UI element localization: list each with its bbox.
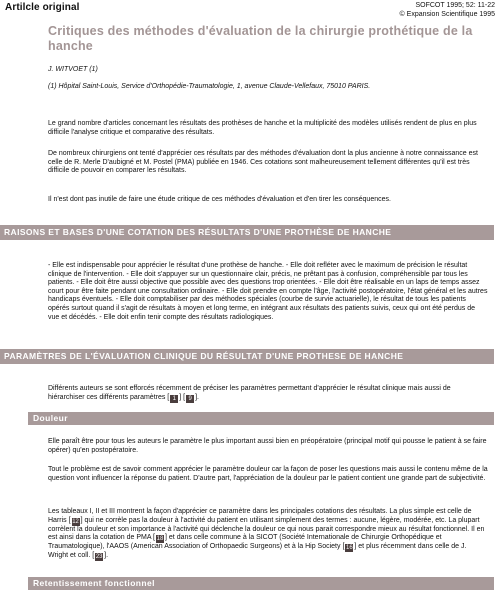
douleur-p3-part-4: ] et plus récemment dans celle de J. Wright et coll. [: [48, 543, 467, 560]
douleur-p3-part-1: Les tableaux I, II et III montrent la façon d'apprécier ce paramètre dans les principales cotations des résultats. La plus simple est celle de Harris [: [48, 508, 472, 524]
intro-paragraph-1: Le grand nombre d'articles concernant les résultats des prothèses de hanche et la multiplicité des modèles utilisés rendent de plus en plus difficile l'analyse critique et comparative des résultats.: [48, 120, 477, 136]
douleur-p3-part-3: ] et dans celle commune à la SICOT (Société Internationale de Chirurgie Orthopédique et Traumatologique), l'AAOS (American Association of Orthopaedic Surgeons) et à la Hip Society [: [48, 534, 442, 551]
douleur-p3-part-2: ] qui ne corrèle pas la douleur à l'activité du patient en utilisant simplement des termes : aucune, légère, modérée, etc. La plupart corrèlent la douleur et son importance à l'activité qui déclenche la douleur ce qui nous parait correspondre mieux au résultat fonctionnel. Il en est ainsi dans la cotation de PMA [: [48, 516, 485, 542]
subsection-heading-douleur: Douleur: [28, 412, 494, 425]
section-heading-raisons: RAISONS ET BASES D'UNE COTATION DES RÉSULTATS D'UNE PROTHÈSE DE HANCHE: [0, 225, 494, 240]
journal-citation: [400, 1, 495, 19]
page-header: [0, 0, 500, 20]
author-affiliation: (1) Hôpital Saint-Louis, Service d'Orthopédie-Traumatologie, 1, avenue Claude-Vellefaux, 75010 PARIS.: [48, 83, 371, 90]
douleur-paragraph-1: Elle paraît être pour tous les auteurs le paramètre le plus important aussi bien en préopératoire (principal motif qui pousse le patient à se faire opérer) qu'en postopératoire.: [48, 438, 487, 454]
article-title: Critiques des méthodes d'évaluation de la chirurgie prothétique de la hanche: [48, 24, 473, 53]
section-parametres-text: [48, 385, 488, 403]
journal-line-2: © Expansion Scientifique 1995: [399, 11, 495, 18]
reference-link-harris[interactable]: 12: [72, 518, 79, 525]
subsection-heading-retentissement: Retentissement fonctionnel: [28, 577, 494, 590]
intro-paragraph-3: Il n'est dont pas inutile de faire une étude critique de ces méthodes d'évaluation et d'en tirer les conséquences.: [48, 196, 391, 203]
douleur-p3-part-5: ].: [104, 552, 109, 560]
reference-link-hip-society[interactable]: 16: [346, 545, 353, 552]
reference-link-wright[interactable]: 23: [95, 554, 103, 561]
section-heading-parametres: PARAMÈTRES DE L'ÉVALUATION CLINIQUE DU RÉSULTAT D'UNE PROTHESE DE HANCHE: [0, 349, 494, 364]
article-author: J. WITVOET (1): [48, 66, 98, 73]
reference-link-1[interactable]: 1: [170, 395, 178, 403]
douleur-paragraph-3: [48, 508, 488, 561]
reference-link-9[interactable]: 9: [186, 395, 194, 403]
section-raisons-text: - Elle est indispensable pour apprécier le résultat d'une prothèse de hanche. - Elle doit refléter avec le maximum de précision le résultat clinique de l'intervention. - Elle doit s'appuyer sur un questionnaire clair, précis, ne prêtant pas à confusion, compréhensible par tous les patients. - Elle doit être aussi objective que possible avec des questions trop orientées. - Elle doit être réalisable en un laps de temps assez court pour être faite pendant une consultation ordinaire. - Elle doit prendre en compte l'âge, l'activité postopératoire, l'état général et les autres handicaps éventuels. - Elle doit comptabiliser par des méthodes spéciales (courbe de survie actuarielle), le résultat de tous les patients opérés surtout quand il s'agit de résultats à moyen et long terme, en intégrant aux résultats des patients suivis, ceux qui ont été perdus de vue et décédés. - Elle doit enfin tenir compte des résultats radiologiques.: [48, 262, 488, 321]
parametres-text-end: ].: [195, 393, 199, 401]
journal-line-1: SOFCOT 1995; 52: 11-22: [415, 2, 495, 9]
douleur-paragraph-2: Tout le problème est de savoir comment apprécier le paramètre douleur car la façon de poser les questions mais aussi le contenu même de la question vont influencer la réponse du patient. D'autre part, l'appréciation de la douleur par le patient contient une grande part de subjectivité.: [48, 466, 488, 482]
intro-paragraph-2: De nombreux chirurgiens ont tenté d'apprécier ces résultats par des méthodes d'évaluation dont la plus ancienne à notre connaissance est celle de R. Merle D'aubigné et M. Postel (PMA) publiée en 1946. Ces cotations sont malheureusement tellement différentes qu'il est très difficile de pouvoir en comparer les résultats.: [48, 150, 478, 175]
parametres-text-mid: ] [: [179, 393, 186, 401]
reference-link-pma[interactable]: 18: [156, 536, 164, 543]
article-type-label: Artilcle original: [5, 2, 80, 13]
parametres-text-start: Différents auteurs se sont efforcés récemment de préciser les paramètres permettant d'apprécier le résultat clinique mais aussi de hiérarchiser ces différents paramètres [: [48, 385, 451, 401]
